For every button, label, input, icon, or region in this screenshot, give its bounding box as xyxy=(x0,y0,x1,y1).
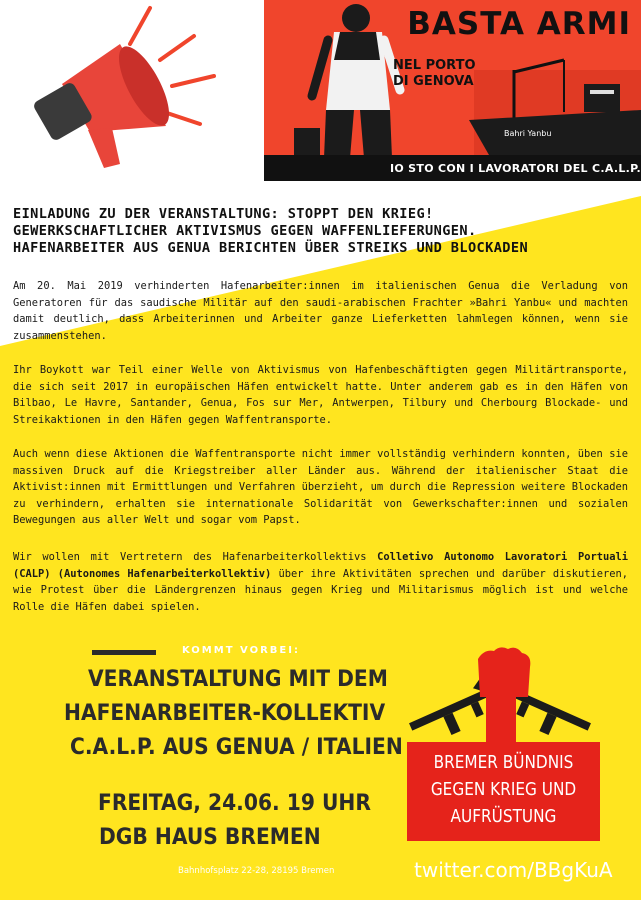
buendnis-logo xyxy=(407,742,600,841)
ship-name: Bahri Yanbu xyxy=(504,129,552,138)
basta-armi-banner xyxy=(264,0,641,181)
event-title-line2: HAFENARBEITER-KOLLEKTIV xyxy=(64,701,386,726)
logo-line3: AUFRÜSTUNG xyxy=(450,806,557,827)
event-title-line1: VERANSTALTUNG MIT DEM xyxy=(88,667,388,692)
paragraph-4-end: über ihre Aktivitäten sprechen und darüber diskutieren, wie Protest über die Ländergrenzen hinaus gegen Krieg und Militarismus möglich ist und welche Rolle die Häfen dabei spielen. xyxy=(13,567,628,613)
banner-slogan: IO STO CON I LAVORATORI DEL C.A.L.P. xyxy=(390,162,641,175)
banner-title: BASTA ARMI xyxy=(407,6,631,42)
heading-line3: HAFENARBEITER AUS GENUA BERICHTEN ÜBER STREIKS UND BLOCKADEN xyxy=(13,240,529,256)
heading-line1: EINLADUNG ZU DER VERANSTALTUNG: STOPPT DEN KRIEG! xyxy=(13,206,434,222)
banner-subtitle-line1: NEL PORTO xyxy=(393,58,476,73)
kicker-divider xyxy=(92,650,156,655)
event-venue: DGB HAUS BREMEN xyxy=(99,825,321,850)
megaphone-icon xyxy=(32,4,222,179)
event-title-line3: C.A.L.P. AUS GENUA / ITALIEN xyxy=(70,735,403,760)
invitation-heading xyxy=(13,206,633,257)
paragraph-4-calp: Colletivo Autonomo Lavoratori Portuali (CALP) (Autonomes Hafenarbeiterkollektiv) xyxy=(13,551,628,580)
heading-line2: GEWERKSCHAFTLICHER AKTIVISMUS GEGEN WAFFENLIEFERUNGEN. xyxy=(13,223,477,239)
banner-subtitle xyxy=(393,58,523,90)
paragraph-3: Auch wenn diese Aktionen die Waffentransporte nicht immer vollständig verhindern konnten, üben sie massiven Druck auf die Kriegstreiber aller Länder aus. Während der italienischer Staat die Aktivist:innen mit Ermittlungen und Verfahren überzieht, um durch die Repression weitere Blockaden zu verhindern, erhalten sie internationale Solidarität von Gewerkschafter:innen und sozialen Bewegungen aus aller Welt und sogar vom Papst. xyxy=(13,448,628,526)
twitter-link[interactable]: twitter.com/BBgKuA xyxy=(414,858,613,882)
banner-subtitle-line2: DI GENOVA xyxy=(393,74,474,89)
logo-line2: GEGEN KRIEG UND xyxy=(430,779,577,800)
event-kicker: KOMMT VORBEI: xyxy=(182,645,300,656)
paragraph-4-start: Wir wollen mit Vertretern des Hafenarbeiterkollektivs xyxy=(13,551,378,563)
event-date: FREITAG, 24.06. 19 UHR xyxy=(98,791,371,816)
paragraph-1: Am 20. Mai 2019 verhinderten Hafenarbeiter:innen im italienischen Genua die Verladung von Generatoren für das saudische Militär auf den saudi-arabischen Frachter »Bahri Yanbu« und machten damit deutlich, dass Arbeiterinnen und Arbeiter ganze Lieferketten lahmlegen können, wenn sie zusammenstehen. xyxy=(13,280,628,342)
paragraph-4 xyxy=(13,549,628,615)
paragraph-2: Ihr Boykott war Teil einer Welle von Aktivismus von Hafenbeschäftigten gegen Militärtransporte, die sich seit 2017 in europäischen Häfen entwickelt hatte. Unter anderem gab es in den Häfen von Bilbao, Le Havre, Santander, Genua, Fos sur Mer, Antwerpen, Tilbury und Cherbourg Blockade- und Streikaktionen in den Häfen gegen Waffentransporte. xyxy=(13,364,628,426)
event-address: Bahnhofsplatz 22-28, 28195 Bremen xyxy=(178,866,335,876)
raised-fist-rifles-graphic xyxy=(400,645,600,755)
logo-line1: BREMER BÜNDNIS xyxy=(433,752,574,773)
